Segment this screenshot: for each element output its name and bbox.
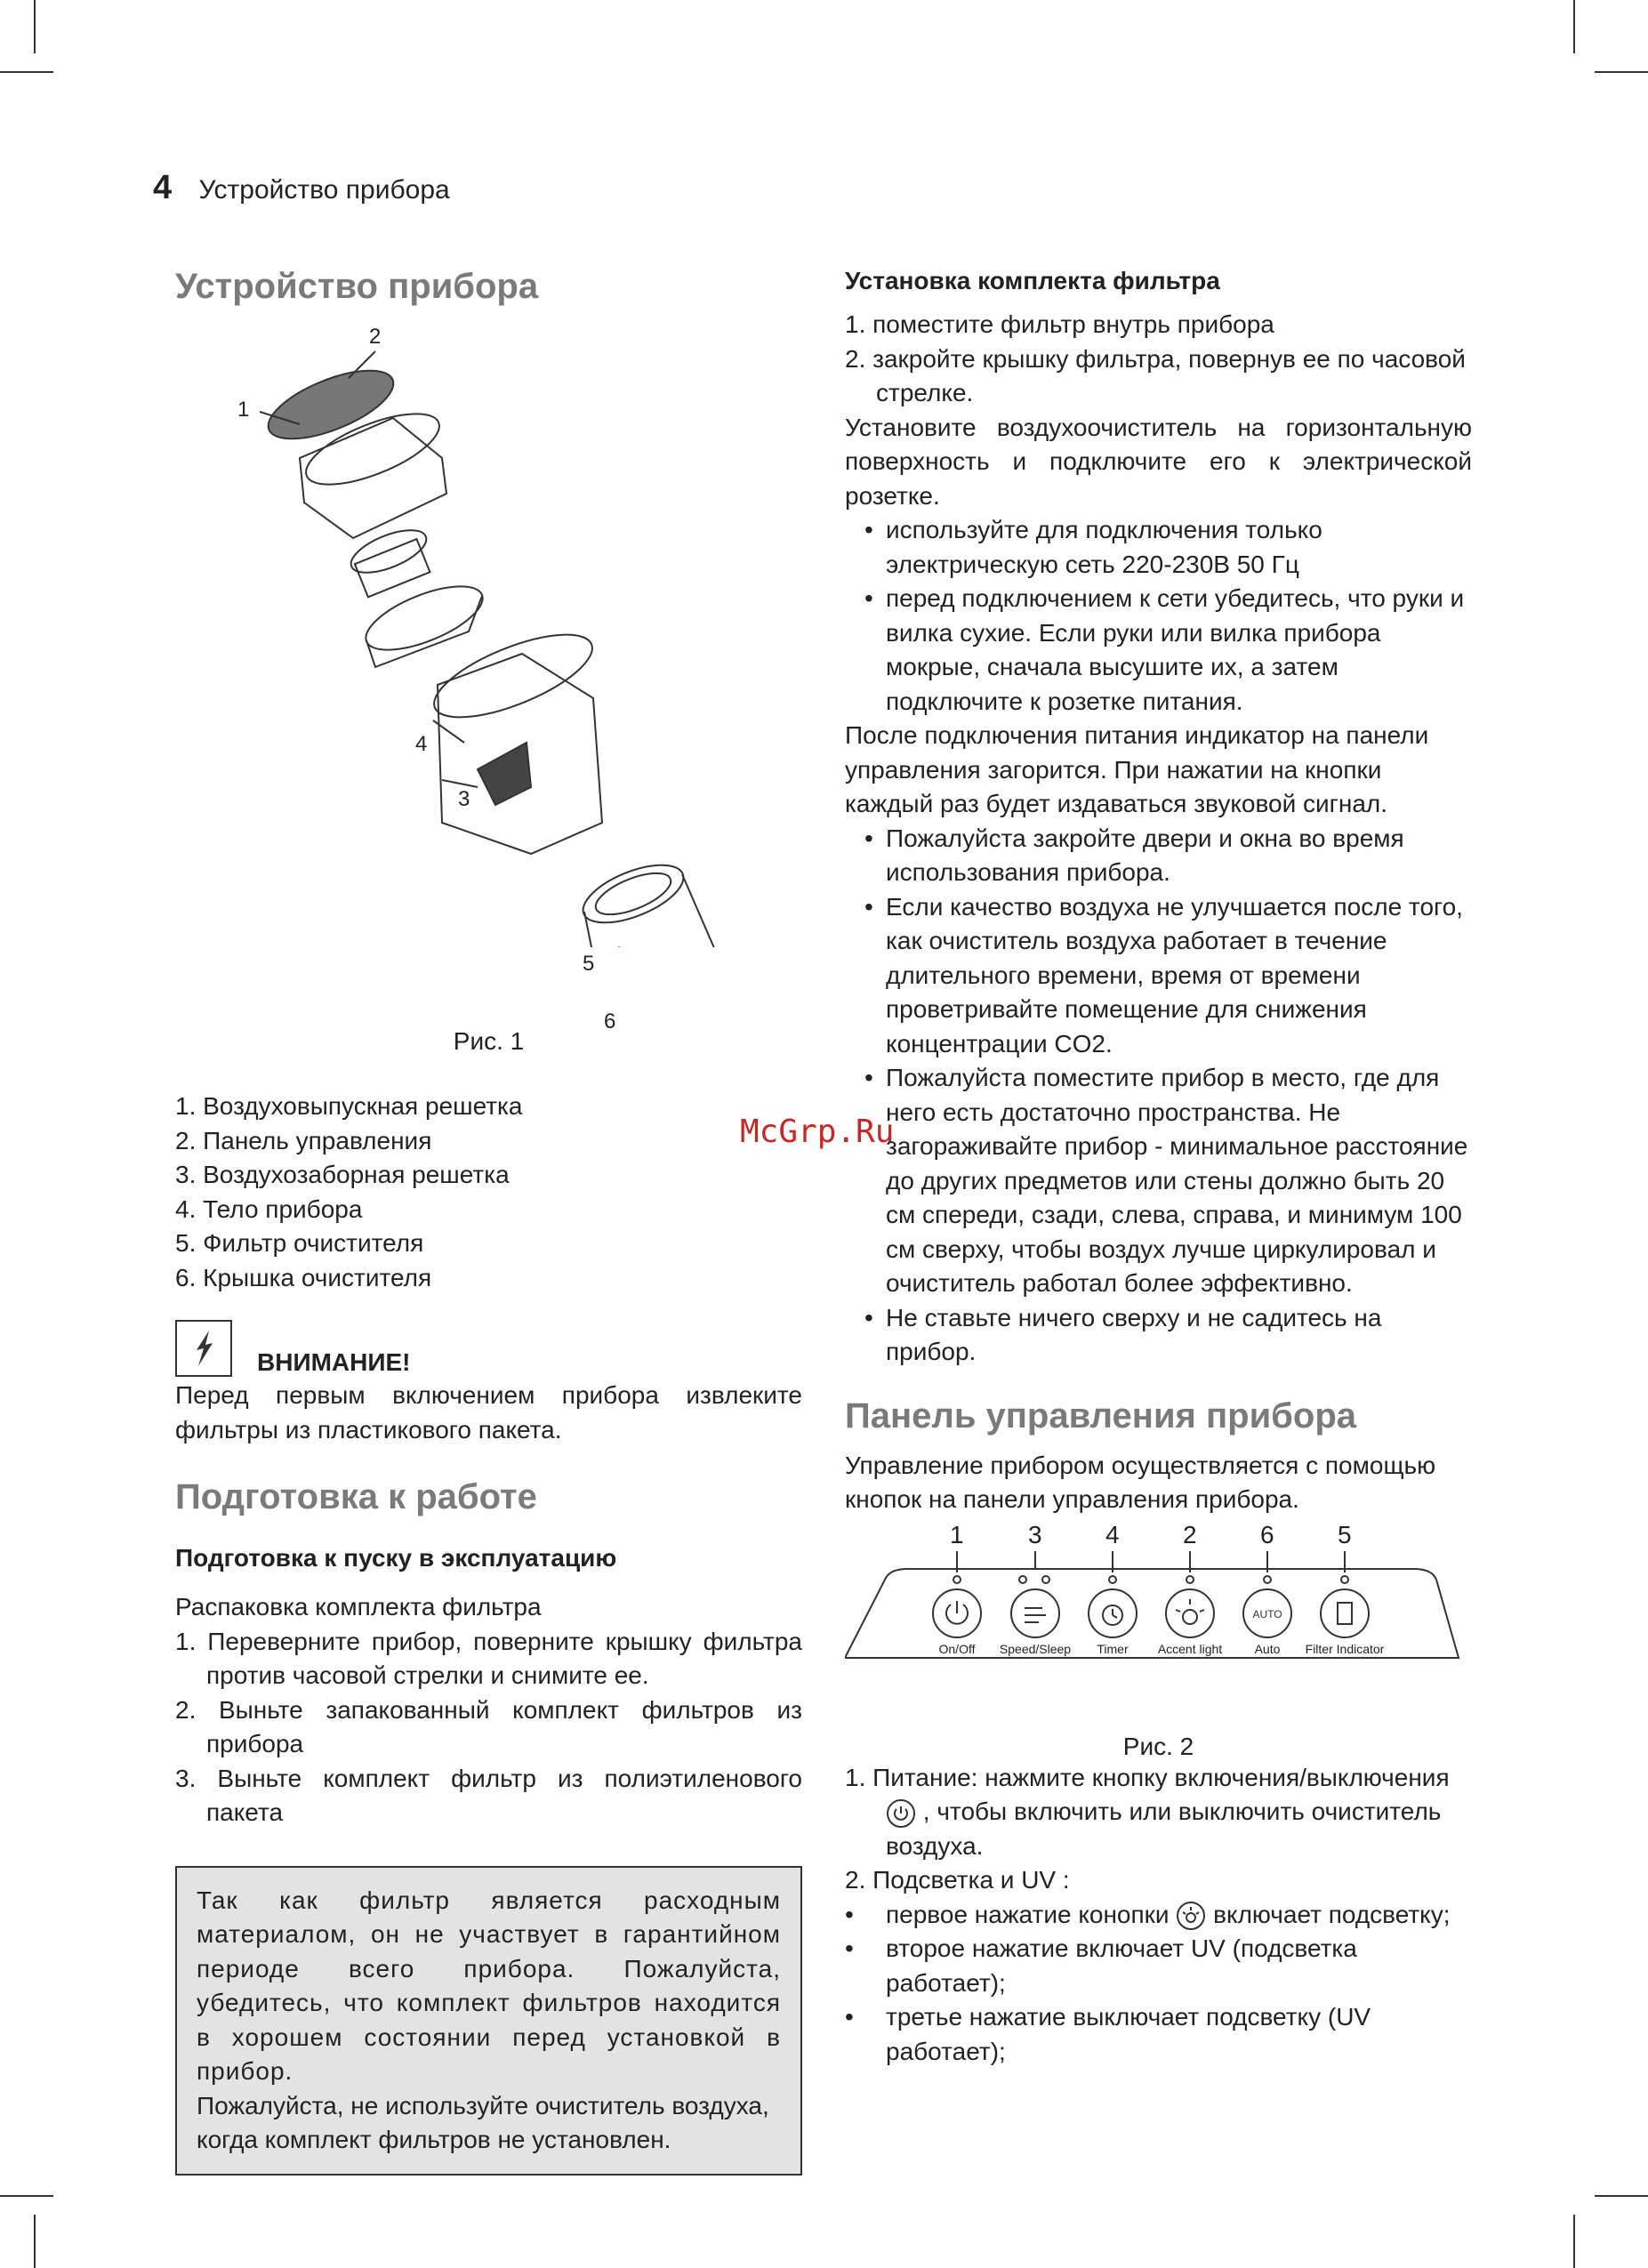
crop-mark: [1573, 0, 1575, 53]
panel-button-label: Auto: [1254, 1641, 1281, 1656]
crop-mark: [0, 71, 53, 73]
left-column: [175, 267, 802, 2176]
parts-list: [175, 1090, 802, 1295]
parts-list-item: 2. Панель управления: [175, 1126, 432, 1154]
power-function-text: 1. Питание: нажмите кнопку включения/выключения: [845, 1763, 1450, 1791]
functions-list: [845, 1761, 1472, 2070]
install-step: 2. закройте крышку фильтра, повернув ее по часовой стрелке.: [845, 344, 1466, 406]
figure-callout: 3: [458, 787, 470, 811]
usage-bullet: • Не ставьте ничего сверху и не садитесь на прибор.: [864, 1301, 1472, 1370]
exploded-view-drawing: [175, 325, 802, 947]
panel-button-label: Timer: [1097, 1641, 1129, 1656]
control-panel-figure: [845, 1520, 1472, 1729]
warning-text: Перед первым включением прибора извлеките фильтры из пластикового пакета.: [175, 1381, 802, 1444]
crop-mark: [0, 2195, 53, 2197]
light-bullet-text-2: включает подсветку;: [1213, 1900, 1451, 1928]
crop-mark: [1595, 71, 1648, 73]
parts-list-item: 6. Крышка очистителя: [175, 1263, 432, 1291]
filter-note-text-2: Пожалуйста, не используйте очиститель воздуха, когда комплект фильтров не установлен.: [197, 2091, 769, 2153]
install-steps: [845, 308, 1472, 411]
prep-subtitle: Подготовка к пуску в эксплуатацию: [175, 1544, 617, 1572]
crop-mark: [1595, 2195, 1648, 2197]
section-title-device: Устройство прибора: [175, 267, 539, 306]
usage-bullet: • Пожалуйста поместите прибор в место, где для него есть достаточно пространства. Не загораживайте прибор - минимальное расстояние до других предметов или стены должно быть 20 см спереди, сзади, слева, справа, и минимум 100 см сверху, чтобы воздух лучше циркулировал и очиститель работал более эффективно.: [864, 1061, 1472, 1301]
placement-text: Установите воздухоочиститель на горизонтальную поверхность и подключите его к электрической розетке.: [845, 413, 1472, 510]
control-panel-drawing: [845, 1533, 1472, 1729]
section-title-panel: Панель управления прибора: [845, 1395, 1356, 1436]
prep-step: 1. Переверните прибор, поверните крышку фильтра против часовой стрелки и снимите ее.: [175, 1627, 802, 1689]
power-function-text-2: , чтобы включить или выключить очиститель воздуха.: [886, 1798, 1442, 1860]
figure-callout: 5: [583, 952, 595, 976]
power-bullet: • используйте для подключения только электрическую сеть 220-230В 50 Гц: [864, 513, 1472, 582]
figure-callout: 6: [604, 1009, 616, 1033]
parts-list-item: 5. Фильтр очистителя: [175, 1229, 424, 1257]
prep-step: 3. Выньте комплект фильтр из полиэтиленового пакета: [175, 1764, 802, 1826]
panel-number: 1: [950, 1520, 964, 1548]
section-title-prep: Подготовка к работе: [175, 1477, 537, 1516]
light-icon: [1176, 1901, 1206, 1931]
crop-mark: [1573, 2215, 1575, 2268]
install-title: Установка комплекта фильтра: [845, 267, 1220, 294]
power-function: [845, 1761, 1472, 1864]
panel-button-label: Filter Indicator: [1305, 1641, 1385, 1656]
panel-number: 4: [1105, 1520, 1120, 1548]
panel-intro: Управление прибором осуществляется с помощью кнопок на панели управления прибора.: [845, 1451, 1436, 1513]
figure-2-caption: Рис. 2: [1122, 1732, 1194, 1760]
usage-bullet: • Если качество воздуха не улучшается после того, как очиститель воздуха работает в течение длительного времени, время от времени проветривайте помещение для снижения концентрации CO2.: [864, 890, 1472, 1062]
prep-intro: Распаковка комплекта фильтра: [175, 1593, 542, 1621]
panel-number: 3: [1028, 1520, 1042, 1548]
usage-bullets: [864, 822, 1472, 1370]
power-bullets: [864, 513, 1472, 719]
panel-number: 6: [1260, 1520, 1274, 1548]
panel-button-label: Speed/Sleep: [999, 1641, 1072, 1656]
figure-callout: 1: [237, 398, 250, 422]
light-bullet: • третье нажатие выключает подсветку (UV работает);: [845, 2000, 1472, 2069]
filter-note-text: Так как фильтр является расходным материалом, он не участвует в гарантийном периоде всего прибора. Пожалуйста, убедитесь, что комплект фильтров находится в хорошем состоянии перед установкой в прибор.: [197, 1886, 781, 2085]
parts-list-item: 3. Воздухозаборная решетка: [175, 1161, 510, 1188]
power-icon: [886, 1798, 916, 1829]
light-bullet: • второе нажатие включает UV (подсветка работает);: [845, 1932, 1472, 2000]
power-bullet: • перед подключением к сети убедитесь, что руки и вилка сухие. Если руки или вилка прибора мокрые, сначала высушите их, а затем подключите к розетке питания.: [864, 582, 1472, 719]
after-connect-text: После подключения питания индикатор на панели управления загорится. При нажатии на кнопки каждый раз будет издаваться звуковой сигнал.: [845, 721, 1429, 817]
warning-block: [175, 1320, 802, 1377]
panel-number: 2: [1183, 1520, 1197, 1548]
figure-callout: 2: [369, 325, 382, 349]
page-header: [153, 169, 450, 207]
warning-title: ВНИМАНИЕ!: [257, 1348, 411, 1376]
usage-bullet: • Пожалуйста закройте двери и окна во время использования прибора.: [864, 822, 1472, 890]
prep-steps: [175, 1625, 802, 1830]
right-column: [845, 267, 1472, 2069]
figure-callout: 4: [415, 732, 428, 756]
light-bullet-text: первое нажатие конопки: [886, 1900, 1170, 1928]
light-bullet: [845, 1898, 1472, 1933]
prep-step: 2. Выньте запакованный комплект фильтров из прибора: [175, 1695, 802, 1757]
warning-icon: [175, 1320, 232, 1377]
panel-number: 5: [1338, 1520, 1352, 1548]
panel-button-label: On/Off: [938, 1641, 976, 1656]
filter-note-box: [175, 1866, 802, 2176]
parts-list-item: 4. Тело прибора: [175, 1194, 363, 1223]
light-bullets: [845, 1898, 1472, 2070]
light-title: 2. Подсветка и UV :: [845, 1866, 1070, 1894]
install-step: 1. поместите фильтр внутрь прибора: [845, 310, 1274, 338]
crop-mark: [34, 0, 36, 53]
figure-exploded-view: [175, 325, 802, 1033]
crop-mark: [34, 2215, 36, 2268]
parts-list-item: 1. Воздуховыпускная решетка: [175, 1092, 523, 1120]
panel-button-label: Accent light: [1157, 1641, 1223, 1656]
page-header-title: Устройство прибора: [198, 175, 450, 205]
page-number: 4: [153, 169, 173, 206]
watermark: McGrp.Ru: [740, 1114, 895, 1150]
figure-1-caption: Рис. 1: [453, 1027, 525, 1055]
auto-icon-text: AUTO: [1252, 1607, 1282, 1621]
